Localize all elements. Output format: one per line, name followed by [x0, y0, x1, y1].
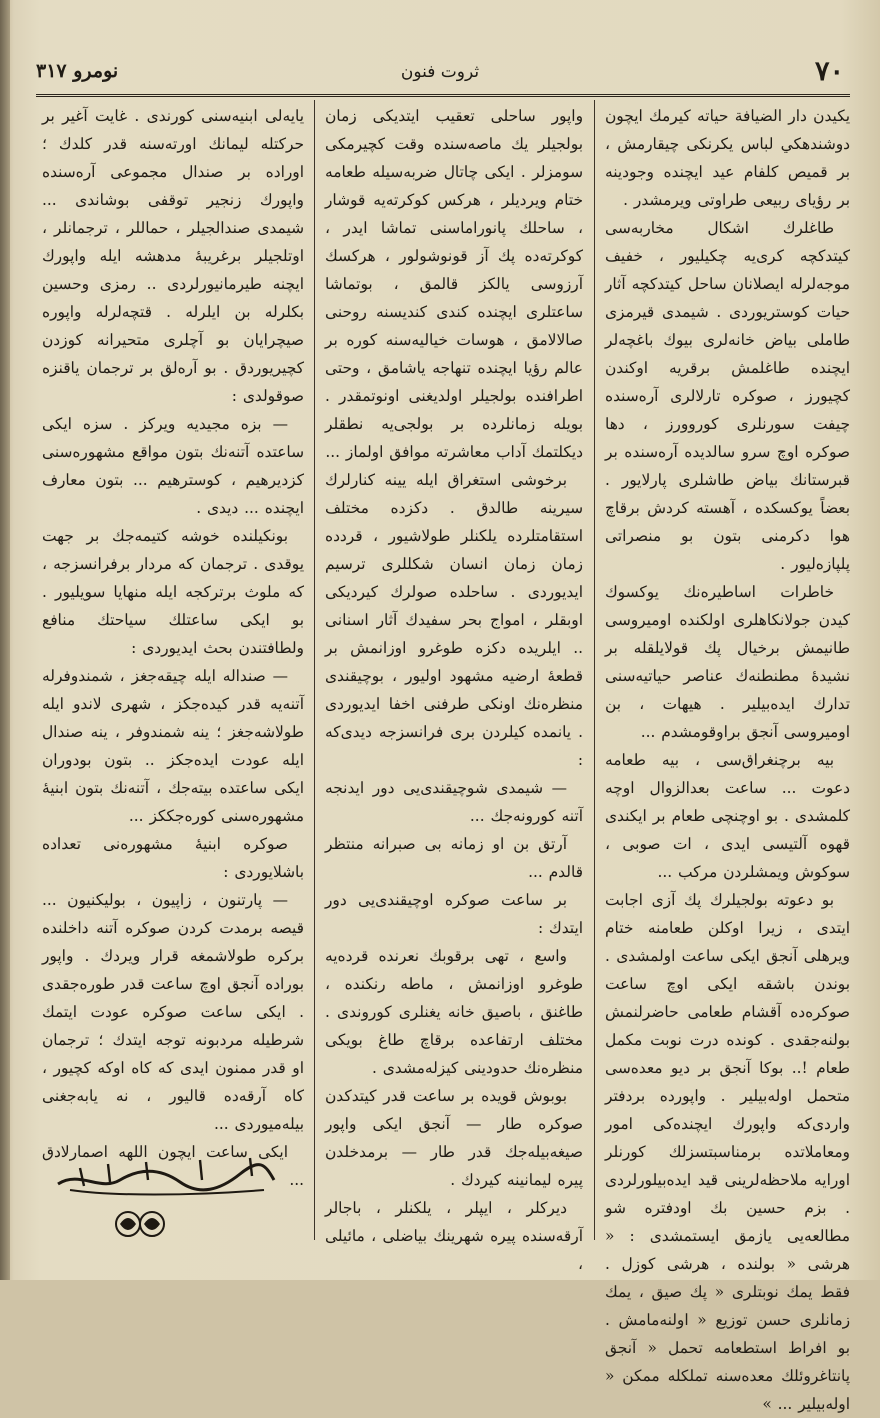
issue-number: نومرو ٣١٧	[36, 60, 119, 82]
column-divider	[314, 100, 315, 1240]
paragraph: يكيدن دار الضيافة حياته كيرمك ايچون دوشندهكي لباس يكرنكى چيقارمش ، بر قميص كلفام عيد ايچنده وجودينه بر رؤياى ربيعى طراوتى ويرمشدر .	[605, 107, 850, 209]
paragraph: ديركلر ، ايپلر ، يلكنلر ، باجالر آرقه‌سنده پيره شهرينك بياضلى ، مائيلى ،	[325, 1199, 583, 1273]
paragraph: ايكى ساعت ايچون اللهه اصمارلادق ...	[42, 1143, 304, 1189]
text-column-middle	[325, 102, 583, 1278]
paragraph: بو دعوته بولجيلرك پك آزى اجابت ايتدى ، زيرا اوكلن طعامنه ختام ويرهلى آنجق ايكى ساعت اولمشدى . بوندن باشقه ايكى اوچ ساعت صوكره‌ده آقشام طعامى حاضرلنمش بولنه‌جقدى . كونده درت نوبت مكمل طعام !.. بوكا آنجق بر ديو معده‌سى متحمل اوله‌بيلير . واپورده بردفتر واردى‌كه واپورك ايچنده‌كى امور ومعاملاتده برمناسبتسزلك كورنلر اورايه ملاحظه‌لرينى قيد ايده‌بيلورلردى . بزم حسين بك اودفتره شو مطالعه‌يى يازمق ايستمشدى : « هرشى « بولنده ، هرشى كوزل . فقط يمك نوبتلرى « پك صيق ، يمك زمانلرى حسن توزيع « اولنه‌مامش . بو افراط استطعامه تحمل « آنجق پانتاغروئلك معده‌سنه تملكله ممكن « اوله‌بيلير ... »	[605, 891, 850, 1413]
page-number: ٧٠	[814, 56, 844, 87]
paragraph: واپور ساحلى تعقيب ايتديكى زمان بولجيلر يك ماصه‌سنده وقت كچيرمكى سومزلر . ايكى چاتال ضربه‌سيله طعامه ختام ويرديلر ، هركس كوكرته‌يه قوشار ، ساحلك پانوراماسنى تماشا ايدر ، كوكرته‌ده پك آز قونوشولور ، هركسك آرزوسى يالكز قالمق ، بوتماشا ساعتلرى ايچنده كندى كنديسنه روحنى صالالامق ، هوسات خياليه‌سنه كوره بر عالم رؤيا ايچنده تنهاجه ياشامق ، وحتى اطرافنده بولجيلر اولديغنى اونوتمقدر . بويله زمانلرده بر بولجى‌يه نطقلر ديكلتمك آداب معاشرته موافق اولماز ...	[325, 107, 583, 461]
text-column-right	[605, 102, 850, 1418]
column-divider	[594, 100, 595, 1240]
paragraph: يايه‌لى ابنيه‌سنى كورندى . غايت آغير بر حركتله ليمانك اورته‌سنه قدر كلدك ؛ اوراده بر صندال مجموعى آره‌سنده واپورك زنجير توقفى بوشاندى ... شيمدى صندالجيلر ، حماللر ، ترجمانلر ، اوتلجيلر برغريبهٔ مدهشه ايله واپورك ايچنه طيرمانيورلردى .. رمزى وحسين بكلرله بن ايلرله . قتچه‌لرله واپوره صيچرايان بو آچلرى متحيرانه كوزدن كچيريوردق . بو آره‌لق بر ترجمان ياقنزه صوقولدى :	[42, 107, 304, 405]
paragraph: — پارتنون ، زاپيون ، بوليكنيون ... قيصه برمدت كردن صوكره آتنه داخلنده بركره طولاشمغه قرار ويردك . واپور بوراده آنجق اوچ ساعت قدر طوره‌جقدى . ايكى ساعت صوكره عودت ايتمك شرطيله مردبونه توجه ايتدك ؛ ترجمان او قدر ممنون ايدى كه كاه اوكه كچيور ، كاه آرقه‌ده قاليور ، نه‌ يابه‌جغنى بيله‌ميوردى ...	[42, 891, 304, 1133]
paragraph: — بزه مجيديه ويركز . سزه ايكى ساعتده آتنه‌نك بتون مواقع مشهوره‌سنى كزديرهيم ، كوسترهيم ... بتون معارف ايچنده ... ديدى .	[42, 415, 304, 517]
text-column-left	[42, 102, 304, 1194]
paragraph: بيه برچنغراق‌سى ، بيه طعامه‌ دعوت ... ساعت بعدالزوال اوچه كلمشدى . بو اوچنچى طعام بر ايكندى قهوه آلتيسى ايدى ، ات صوبى ، سوكوش ويمشلردن مركب ...	[605, 751, 850, 881]
paragraph: آرتق بن او زمانه بى صبرانه منتظر قالدم ...	[325, 835, 583, 881]
paragraph: بونكيلنده خوشه كتيمه‌جك بر جهت يوقدى . ترجمان كه مردار برفرانسزجه ، كه ملوث برتركجه ايله منهايا سويليور . بو ايكى ساعتلك سياحتك منافع ولطافتندن بحث ايديوردى :	[42, 527, 304, 657]
journal-title: ثروت فنون	[400, 62, 480, 82]
paragraph: بر ساعت صوكره اوچيقندى‌يى دور ايتدك :	[325, 891, 583, 937]
paragraph: برخوشى استغراق ايله يينه كنارلرك سيرينه طالدق . دكزده مختلف استقامتلرده يلكنلر طولاشيور ، قردده زمان زمان انسان شكللرى ترسيم ايديوردى . ساحلده صولرك كيرديكى اوبقلر ، امواج بحر سفيدك آثار اسنانى .. ايلريده دكزه طوغرو اوزانمش بر قطعهٔ ارضيه مشهود اوليور ، بوچيقندى منظره‌نك اونكى طرفنى اخفا ايديوردى . يانمده كيلردن برى فرانسزجه ديدى‌كه :	[325, 471, 583, 769]
paragraph: خاطرات اساطيره‌نك يوكسوك كيدن جولانكاهلرى اولكنده اوميروسى طانيمش برخيال پك قولايلقله بر نشيدهٔ مطنطنه‌ك عناصر حياتيه‌سنى تدارك ايده‌بيلير . هيهات ، بن اوميروسى آنجق براوقومشدم ...	[605, 583, 850, 741]
paragraph: صوكره ابنيهٔ مشهوره‌نى تعداده باشلايوردى :	[42, 835, 304, 881]
paragraph: بوبوش قويده بر ساعت قدر كيتدكدن صوكره طار — آنجق ايكى واپور صيغه‌بيله‌جك قدر طار — برمدخلدن پيره ليمانينه كيردك .	[325, 1087, 583, 1189]
ornament-icon	[110, 1204, 170, 1244]
header-rule	[36, 94, 850, 97]
paragraph: — شيمدى شوچيقندى‌يى دور ايدنجه آتنه كورونه‌جك ...	[325, 779, 583, 825]
paragraph: طاغلرك اشكال مخاربه‌سى كيتدكچه كرى‌يه چكيليور ، خفيف موجه‌لرله ايصلانان ساحل كيتدكچه آثار حيات كوستريوردى . شيمدى قيرمزى طاملى بياض خانه‌لرى بيوك باغچه‌لر ايچنده طاغلمش برقريه اوكندن كچيورز ، صوكره تارلالرى آره‌سنده چيفت سورنلرى كوروورز ، دها صوكره اوچ سرو سالديده آره‌سنده بر قبرستانك بياض طاشلرى پارلايور . بعضاً يوكسكده ، آهسته كردش برقاچ هوا دكرمنى بتون بو منصراتى پلپازه‌ليور .	[605, 219, 850, 573]
page-header	[30, 56, 850, 92]
paragraph: واسع ، تهى برقوبك نعرنده قرده‌يه طوغرو اوزانمش ، ماطه رنكنده ، طاغنق ، باصيق خانه يغنلرى كوروندى . مختلف ارتفاعده برقاچ طاغ بويكى منظره‌نك حدودينى كيزله‌مشدى .	[325, 947, 583, 1077]
binding-edge	[0, 0, 10, 1280]
paragraph: — صنداله‌ ايله چيقه‌جغز ، شمندوفرله آتنه‌يه قدر كيده‌جكز ، شهرى لاندو ايله طولاشه‌جغز ؛ ينه شمندوفر ، ينه صندال ايله عودت ايده‌جكز .. بتون بودوران ايكى ساعتده بيته‌جك ، آتنه‌نك بتون ابنيهٔ مشهوره‌سنى كوره‌جككز ...	[42, 667, 304, 825]
author-signature	[50, 1150, 280, 1200]
